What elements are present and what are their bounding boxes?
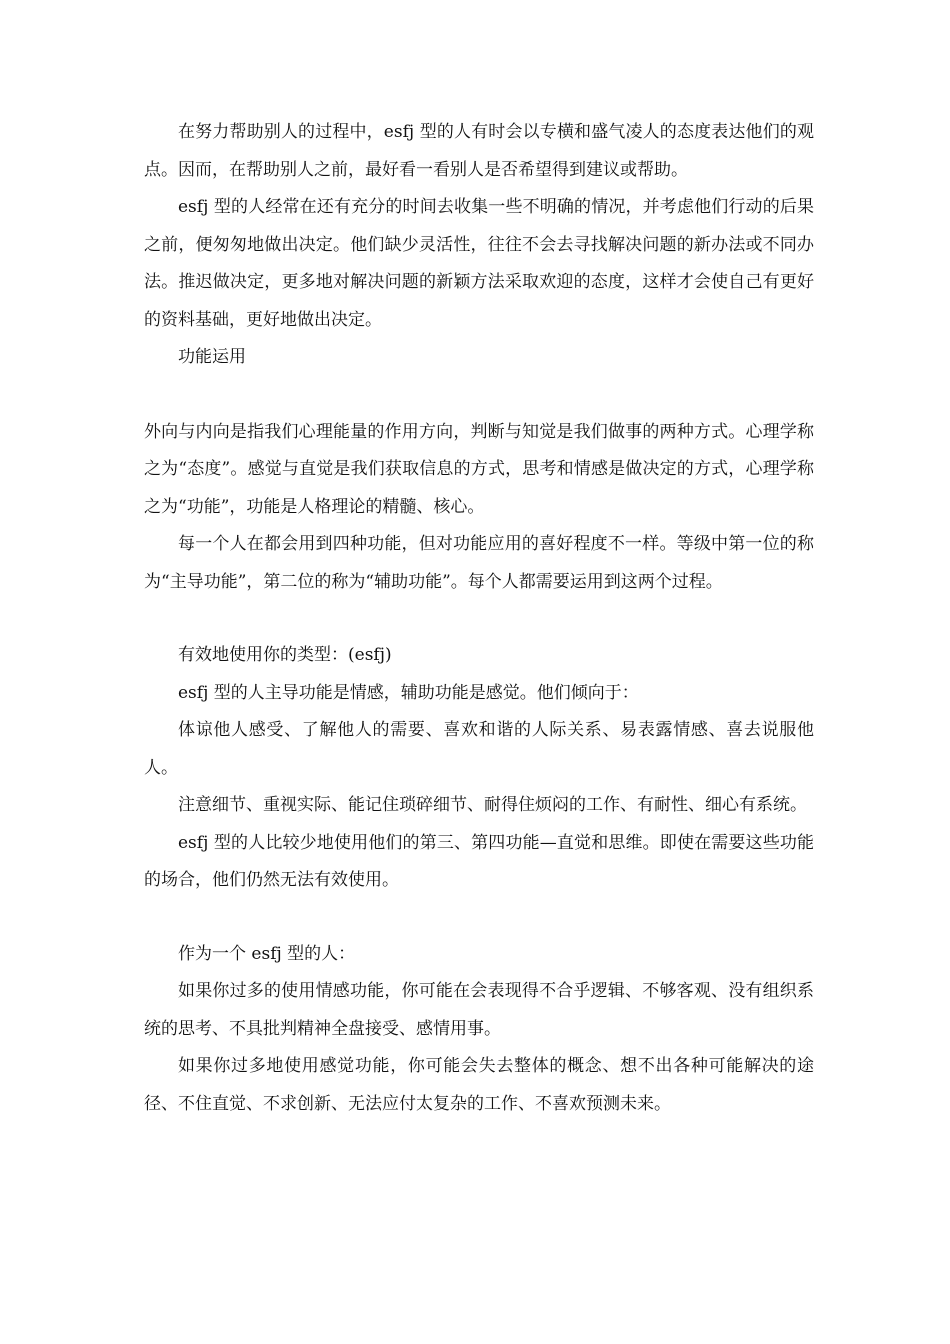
section-heading-function-use: 功能运用	[178, 347, 246, 367]
paragraph-esfj-functions: esfj 型的人主导功能是情感，辅助功能是感觉。他们倾向于：	[178, 682, 639, 703]
paragraph-decision-making: esfj 型的人经常在还有充分的时间去收集一些不明确的情况，并考虑他们行动的后果之前，便匆匆地做出决定。他们缺少灵活性，往往不会去寻找解决问题的新办法或不同办法。推迟做决定，更多地对解决问题的新颖方法采取欢迎的态度，这样才会使自己有更好的资料基础，更好地做出决定。	[144, 197, 814, 330]
paragraph-overuse-feeling: 如果你过多的使用情感功能，你可能在会表现得不合乎逻辑、不够客观、没有组织系统的思考、不具批判精神全盘接受、感情用事。	[144, 981, 814, 1039]
paragraph-third-fourth-functions: esfj 型的人比较少地使用他们的第三、第四功能—直觉和思维。即使在需要这些功能的场合，他们仍然无法有效使用。	[144, 832, 814, 890]
section-heading-as-esfj: 作为一个 esfj 型的人：	[178, 943, 356, 964]
paragraph-helping-others: 在努力帮助别人的过程中，esfj 型的人有时会以专横和盛气凌人的态度表达他们的观点。因而，在帮助别人之前，最好看一看别人是否希望得到建议或帮助。	[144, 122, 814, 180]
section-heading-effective-use: 有效地使用你的类型：(esfj)	[178, 645, 392, 665]
paragraph-dominant-auxiliary: 每一个人在都会用到四种功能，但对功能应用的喜好程度不一样。等级中第一位的称为“主导功能”，第二位的称为“辅助功能”。每个人都需要运用到这两个过程。	[144, 534, 814, 592]
document-body	[144, 114, 814, 1123]
paragraph-feeling-traits: 体谅他人感受、了解他人的需要、喜欢和谐的人际关系、易表露情感、喜去说服他人。	[144, 720, 814, 778]
blank-line	[144, 377, 814, 414]
paragraph-overuse-sensing: 如果你过多地使用感觉功能，你可能会失去整体的概念、想不出各种可能解决的途径、不住直觉、不求创新、无法应付太复杂的工作、不喜欢预测未来。	[144, 1056, 814, 1114]
blank-line	[144, 900, 814, 936]
blank-line	[144, 601, 814, 637]
paragraph-attitudes-functions: 外向与内向是指我们心理能量的作用方向，判断与知觉是我们做事的两种方式。心理学称之为“态度”。感觉与直觉是我们获取信息的方式，思考和情感是做决定的方式，心理学称之为“功能”，功能是人格理论的精髓、核心。	[144, 421, 814, 517]
paragraph-sensing-traits: 注意细节、重视实际、能记住琐碎细节、耐得住烦闷的工作、有耐性、细心有系统。	[178, 795, 807, 815]
